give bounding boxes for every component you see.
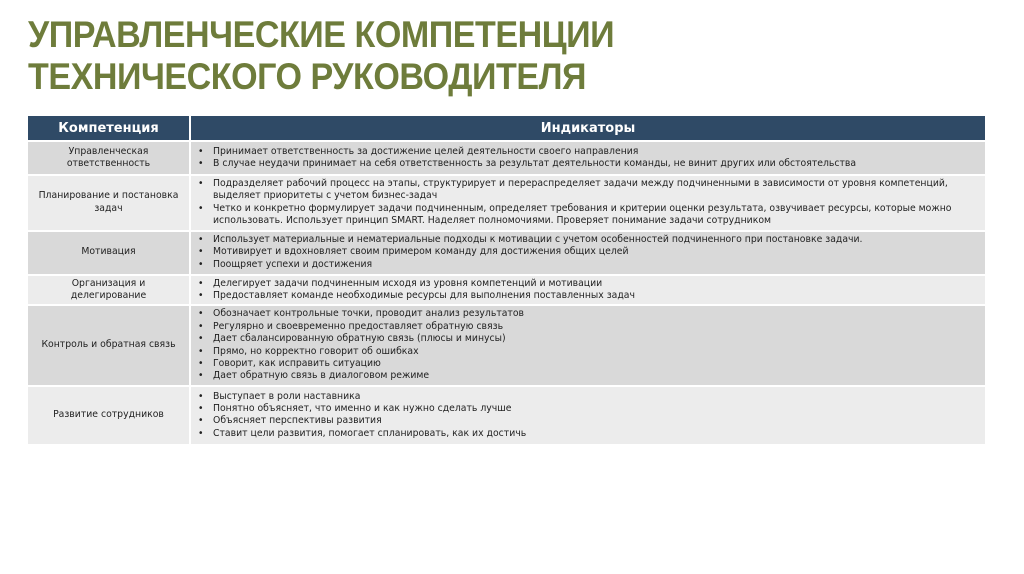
indicator-text: Дает сбалансированную обратную связь (плюсы и минусы) [213, 333, 506, 345]
bullet-icon: • [198, 345, 204, 357]
table-row [28, 141, 985, 175]
table-row [28, 231, 985, 275]
bullet-icon: • [198, 277, 204, 289]
indicator-text: Объясняет перспективы развития [213, 415, 382, 427]
indicator-item [195, 278, 981, 290]
indicator-item [195, 346, 981, 358]
bullet-icon: • [198, 158, 204, 169]
indicator-text: Обозначает контрольные точки, проводит анализ результатов [213, 308, 525, 320]
indicators-cell [190, 231, 985, 275]
indicator-text: Прямо, но корректно говорит об ошибках [213, 345, 419, 357]
table-row [28, 175, 985, 231]
competence-cell: Контроль и обратная связь [28, 305, 190, 385]
indicator-list [195, 146, 981, 171]
indicator-text: Поощряет успехи и достижения [213, 258, 373, 270]
competence-cell: Мотивация [28, 231, 190, 275]
header-indicators: Индикаторы [190, 116, 985, 141]
bullet-icon: • [198, 320, 204, 332]
indicator-item [195, 391, 981, 403]
indicator-list [195, 278, 981, 303]
bullet-icon: • [198, 290, 204, 302]
indicator-item [195, 428, 981, 440]
indicator-text: Понятно объясняет, что именно и как нужно сделать лучше [213, 402, 512, 414]
competence-cell: Организация и делегирование [28, 275, 190, 306]
bullet-icon: • [198, 427, 204, 439]
slide-title-line-2: ТЕХНИЧЕСКОГО РУКОВОДИТЕЛЯ [28, 56, 587, 97]
bullet-icon: • [198, 390, 204, 402]
indicator-item [195, 158, 981, 170]
indicator-item [195, 333, 981, 345]
indicator-item [195, 321, 981, 333]
competence-cell: Развитие сотрудников [28, 386, 190, 444]
slide-title-line-1: УПРАВЛЕНЧЕСКИЕ КОМПЕТЕНЦИИ [28, 14, 615, 55]
indicators-cell [190, 275, 985, 306]
competence-cell: Управленческая ответственность [28, 141, 190, 175]
bullet-icon: • [198, 358, 204, 370]
indicator-list [195, 391, 981, 441]
bullet-icon: • [198, 415, 204, 427]
indicator-text: Мотивирует и вдохновляет своим примером команду для достижения общих целей [213, 246, 629, 258]
bullet-icon: • [198, 246, 204, 258]
indicator-text: Предоставляет команде необходимые ресурсы для выполнения поставленных задач [213, 290, 635, 302]
slide-title [28, 14, 614, 98]
indicator-item [195, 203, 981, 228]
indicator-text: Подразделяет рабочий процесс на этапы, структурирует и перераспределяет задачи между подчиненными в зависимости от уровня компетенций, выделяет приоритеты с учетом бизнес-задач [213, 178, 948, 202]
indicator-item [195, 234, 981, 246]
indicator-item [195, 290, 981, 302]
indicator-list [195, 308, 981, 382]
table-row [28, 305, 985, 385]
bullet-icon: • [198, 402, 204, 414]
bullet-icon: • [198, 202, 204, 214]
indicator-item [195, 246, 981, 258]
bullet-icon: • [198, 308, 204, 320]
indicators-cell [190, 175, 985, 231]
bullet-icon: • [198, 234, 204, 246]
indicator-text: Дает обратную связь в диалоговом режиме [213, 370, 430, 382]
table-row [28, 275, 985, 306]
indicator-text: Использует материальные и нематериальные подходы к мотивации с учетом особенностей подчиненного при постановке задачи. [213, 234, 863, 246]
indicator-text: Делегирует задачи подчиненным исходя из уровня компетенций и мотивации [213, 277, 603, 289]
table-row [28, 386, 985, 444]
indicator-item [195, 146, 981, 158]
indicator-text: Ставит цели развития, помогает спланировать, как их достичь [213, 427, 527, 439]
indicator-item [195, 403, 981, 415]
indicators-cell [190, 386, 985, 444]
indicators-cell [190, 141, 985, 175]
indicator-item [195, 178, 981, 203]
indicator-text: В случае неудачи принимает на себя ответственность за результат деятельности команды, не винит других или обстоятельства [213, 158, 857, 169]
indicators-cell [190, 305, 985, 385]
indicator-text: Четко и конкретно формулирует задачи подчиненным, определяет требования и критерии оценки результата, озвучивает ресурсы, которые можно использовать. Использует принцип SMART. Наделяет полномочиями. Проверяет понимание задачи сотрудником [213, 202, 952, 227]
table-header-row [28, 116, 985, 141]
bullet-icon: • [198, 178, 204, 189]
indicator-text: Говорит, как исправить ситуацию [213, 358, 381, 370]
header-competence: Компетенция [28, 116, 190, 141]
indicator-text: Выступает в роли наставника [213, 390, 361, 402]
indicator-item [195, 415, 981, 427]
indicator-item [195, 259, 981, 271]
indicator-list [195, 234, 981, 271]
bullet-icon: • [198, 370, 204, 382]
bullet-icon: • [198, 145, 204, 157]
indicator-text: Регулярно и своевременно предоставляет обратную связь [213, 320, 504, 332]
competence-cell: Планирование и постановка задач [28, 175, 190, 231]
indicator-item [195, 370, 981, 382]
indicator-text: Принимает ответственность за достижение целей деятельности своего направления [213, 145, 639, 157]
competencies-table [28, 116, 985, 444]
bullet-icon: • [198, 258, 204, 270]
indicator-item [195, 308, 981, 320]
indicator-list [195, 178, 981, 228]
bullet-icon: • [198, 333, 204, 345]
table-body [28, 141, 985, 444]
indicator-item [195, 358, 981, 370]
